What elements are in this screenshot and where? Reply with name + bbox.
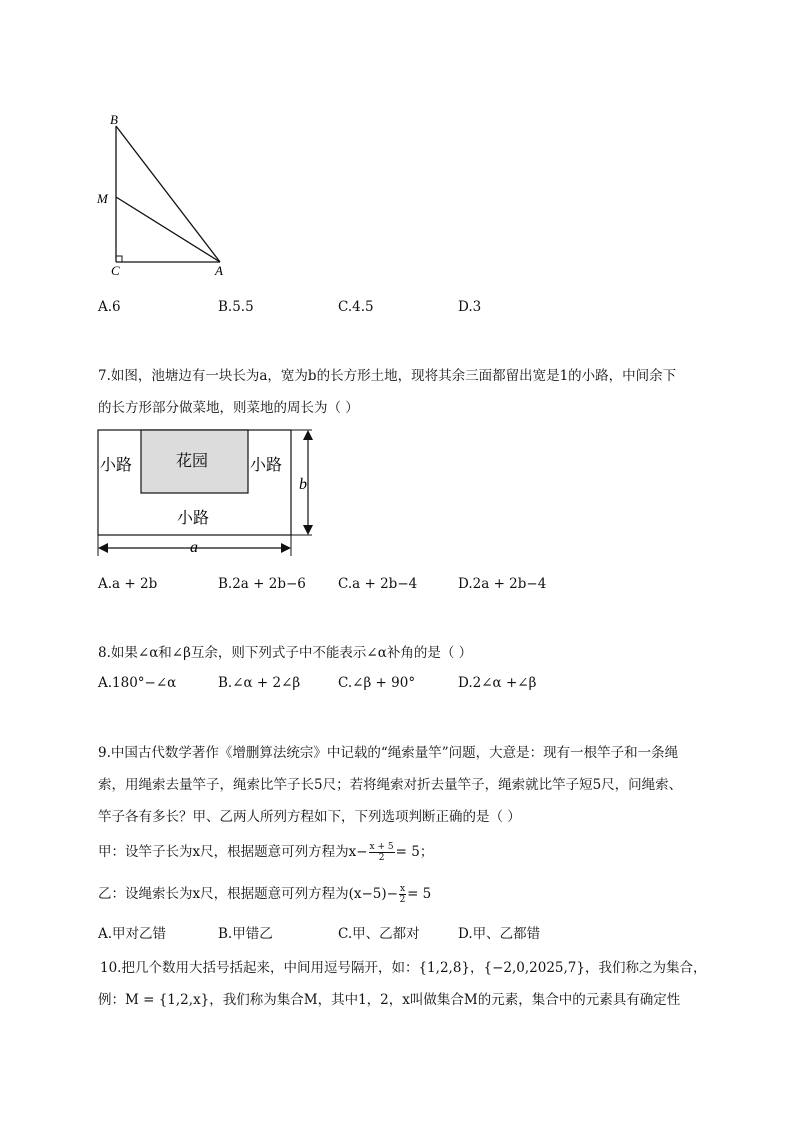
q6-option-b: B.5.5 [218, 299, 254, 315]
q8-option-b: B.∠α + 2∠β [218, 675, 301, 691]
path-right-label: 小路 [250, 457, 283, 474]
q8-option-c: C.∠β + 90° [338, 675, 416, 691]
q9-yi-suffix: = 5 [407, 886, 432, 902]
q9-option-b: B.甲错乙 [218, 926, 273, 942]
q6-option-c: C.4.5 [338, 299, 374, 315]
q7-option-d: D.2a + 2b−4 [458, 576, 547, 592]
q9-text-line3: 竿子各有多长？甲、乙两人所列方程如下，下列选项判断正确的是（ ） [98, 809, 521, 825]
q9-yi-numerator: x [399, 884, 406, 894]
q9-option-a: A.甲对乙错 [98, 926, 167, 942]
q9-text-line2: 索，用绳索去量竿子，绳索比竿子长5尺；若将绳索对折去量竿子，绳索就比竿子短5尺，问绳索、 [98, 777, 683, 793]
q9-yi-equation [98, 882, 431, 905]
q10-text-line1: 10.把几个数用大括号括起来，中间用逗号隔开，如：{1,2,8}，{−2,0,2025,7}，我们称之为集合， [100, 960, 707, 976]
dimension-a-label: a [190, 539, 198, 556]
q9-text-line1: 9.中国古代数学著作《增删算法统宗》中记载的“绳索量竿”问题，大意是：现有一根竿子和一条绳 [98, 745, 679, 761]
q7-text-line2: 的长方形部分做菜地，则菜地的周长为（ ） [98, 400, 359, 416]
q9-option-c: C.甲、乙都对 [338, 926, 420, 942]
q9-yi-denominator: 2 [399, 895, 406, 905]
q9-jia-denominator: 2 [378, 853, 385, 863]
vertex-label-a: A [215, 263, 223, 278]
q9-jia-prefix: 甲：设竿子长为x尺，根据题意可列方程为x− [98, 844, 368, 860]
q9-jia-numerator: x + 5 [369, 842, 394, 852]
pond-garden-figure [96, 428, 316, 560]
q9-yi-prefix: 乙：设绳索长为x尺，根据题意可列方程为(x−5)− [98, 886, 398, 902]
q9-jia-equation [98, 840, 433, 863]
dimension-b-label: b [299, 476, 307, 493]
q8-option-d: D.2∠α +∠β [458, 675, 537, 691]
q7-text-line1: 7.如图，池塘边有一块长为a，宽为b的长方形土地，现将其余三面都留出宽是1的小路，中间余下 [98, 368, 677, 384]
vertex-label-b: B [110, 112, 118, 127]
q6-option-d: D.3 [458, 299, 482, 315]
q8-text: 8.如果∠α和∠β互余，则下列式子中不能表示∠α补角的是（ ） [98, 645, 473, 661]
q6-option-a: A.6 [98, 299, 121, 315]
path-left-label: 小路 [100, 457, 133, 474]
q9-jia-fraction [369, 842, 395, 863]
q8-option-a: A.180°−∠α [98, 675, 177, 691]
vertex-label-m: M [97, 191, 108, 206]
path-bottom-label: 小路 [177, 510, 210, 527]
q9-jia-suffix: = 5； [395, 844, 434, 860]
q10-text-line2: 例：M = {1,2,x}，我们称为集合M，其中1，2，x叫做集合M的元素，集合中的元素具有确定性 [98, 992, 681, 1008]
q7-option-c: C.a + 2b−4 [338, 576, 418, 592]
q7-option-a: A.a + 2b [98, 576, 158, 592]
q7-option-b: B.2a + 2b−6 [218, 576, 306, 592]
q9-yi-fraction [399, 884, 406, 905]
vertex-label-c: C [111, 263, 120, 278]
garden-label: 花园 [176, 453, 209, 470]
triangle-figure [92, 108, 242, 278]
q9-option-d: D.甲、乙都错 [458, 926, 541, 942]
